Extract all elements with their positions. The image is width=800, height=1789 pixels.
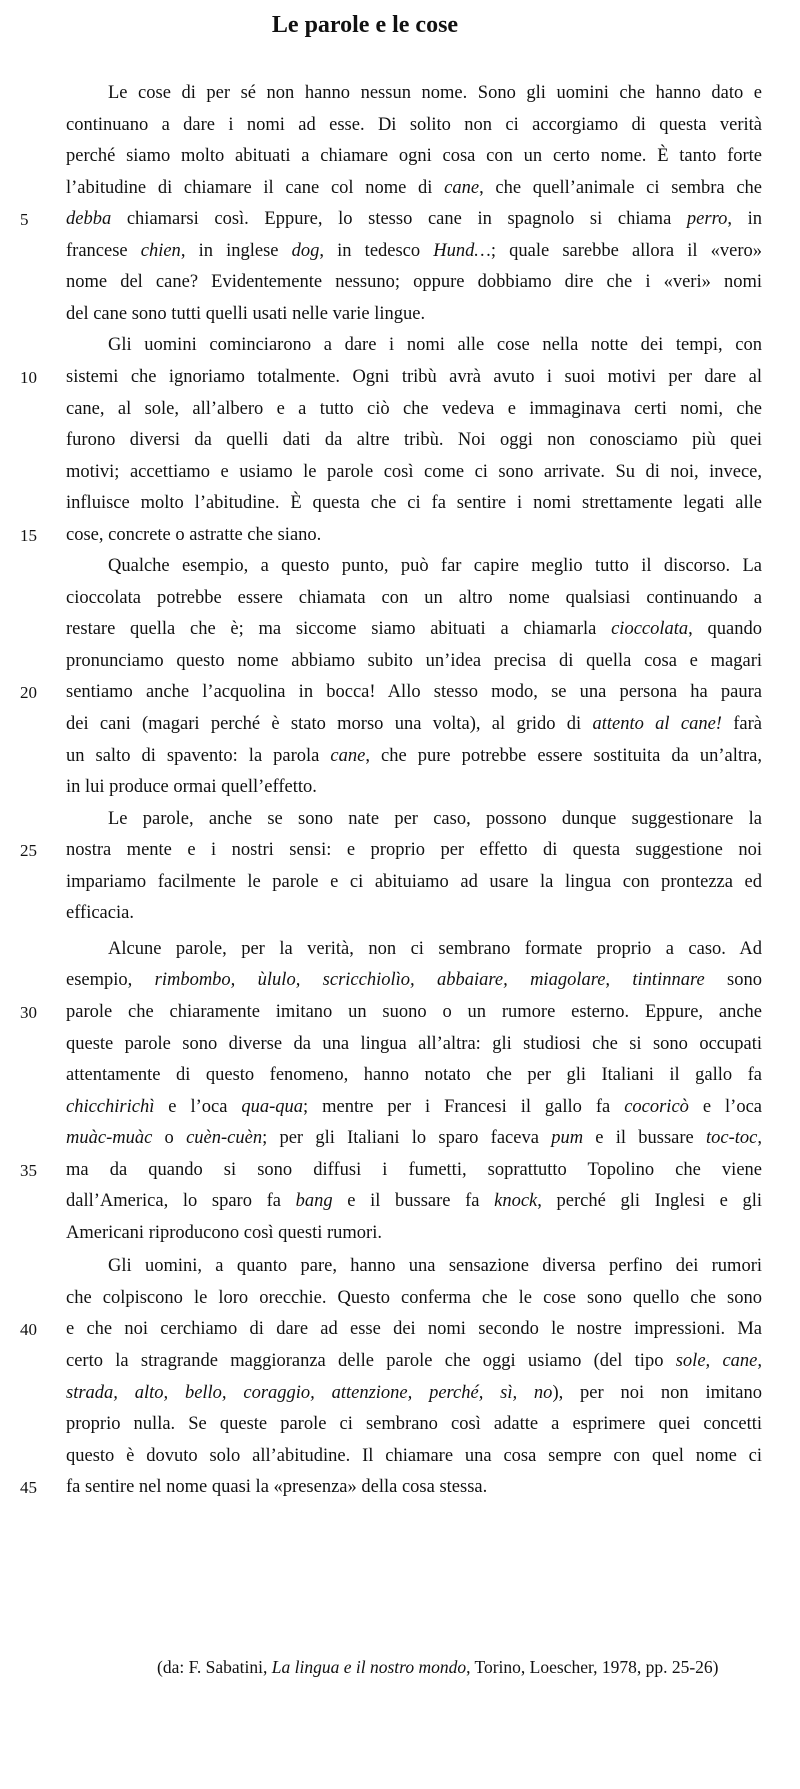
line-number: 10 (20, 367, 37, 387)
text-segment: (da: F. Sabatini, (157, 1657, 272, 1677)
italic-term: chien (140, 240, 181, 261)
text-line (66, 965, 762, 995)
text-line (108, 78, 762, 108)
italic-term: Hund… (433, 240, 491, 261)
text-line (66, 488, 762, 518)
text-segment: perché siamo molto abituati a chiamare ogni cosa con un certo nome. È tanto forte (66, 146, 762, 167)
text-segment: , (757, 1128, 763, 1149)
line-number: 20 (20, 683, 37, 703)
italic-term: cioccolata (611, 619, 689, 640)
text-segment: ma da quando si sono diffusi i fumetti, soprattutto Topolino che viene (66, 1159, 762, 1180)
line-number: 15 (20, 525, 37, 545)
text-line (66, 1346, 762, 1376)
text-segment: ), per noi non imitano (552, 1382, 762, 1403)
italic-term: perro (686, 209, 728, 230)
text-segment: queste parole sono diverse da una lingua all’altra: gli studiosi che si sono occupati (66, 1033, 762, 1054)
text-line (66, 362, 762, 392)
text-line (66, 204, 762, 234)
italic-term: rimbombo, ùlulo, scricchiolìo, abbaiare, miagolare, tintinnare (154, 970, 705, 991)
text-line (66, 1283, 762, 1313)
text-line (66, 772, 762, 802)
source-citation (157, 1652, 719, 1682)
text-line (66, 867, 762, 897)
text-segment: influisce molto l’abitudine. È questa che ci fa sentire i nomi strettamente legati alle (66, 493, 762, 514)
text-line (66, 1123, 762, 1153)
text-segment: furono diversi da quelli dati da altre tribù. Noi oggi non conosciamo più quei (66, 430, 762, 451)
text-segment: o (152, 1128, 187, 1149)
text-line (66, 1314, 762, 1344)
text-segment: farà (721, 714, 762, 734)
text-segment: , in (727, 209, 763, 230)
text-line (66, 741, 762, 771)
italic-term: strada, alto, bello, coraggio, attenzione, perché, sì, no (66, 1382, 553, 1403)
line-number: 45 (20, 1478, 37, 1498)
text-line (66, 394, 762, 424)
text-segment: sono (704, 970, 762, 991)
text-segment: Le cose di per sé non hanno nessun nome. Sono gli uomini che hanno dato e (108, 83, 762, 103)
text-line (66, 1218, 762, 1248)
text-segment: e l’oca (688, 1096, 762, 1117)
text-line (108, 551, 762, 581)
text-segment: fa sentire nel nome quasi la «presenza» della cosa stessa. (66, 1477, 488, 1498)
text-line (66, 997, 762, 1027)
text-line (66, 1441, 762, 1471)
text-segment: ; per gli Italiani lo sparo faceva (262, 1128, 552, 1149)
text-segment: proprio nulla. Se queste parole ci sembrano così adatte a esprimere quei concetti (66, 1414, 762, 1435)
text-segment: sistemi che ignoriamo totalmente. Ogni tribù avrà avuto i suoi motivi per dare al (66, 366, 762, 387)
italic-term: pum (551, 1128, 584, 1149)
line-number: 35 (20, 1160, 37, 1180)
text-line (66, 457, 762, 487)
text-line (66, 1472, 762, 1502)
italic-term: sole, cane, (675, 1351, 762, 1371)
text-segment: Americani riproducono così questi rumori. (66, 1222, 382, 1243)
text-segment: , che pure potrebbe essere sostituita da un’altra, (365, 745, 762, 766)
italic-term: muàc-muàc (66, 1128, 153, 1149)
text-segment: ; quale sarebbe allora il «vero» (490, 240, 762, 261)
text-segment: , perché gli Inglesi e gli (537, 1191, 762, 1212)
italic-term: cuèn-cuèn (186, 1128, 263, 1149)
text-segment: e che noi cerchiamo di dare ad esse dei nomi secondo le nostre impressioni. Ma (66, 1319, 762, 1340)
text-segment: continuano a dare i nomi ad esse. Di solito non ci accorgiamo di questa verità (66, 114, 762, 135)
line-number: 30 (20, 1002, 37, 1022)
text-line (66, 898, 762, 928)
text-segment: questo è dovuto solo all’abitudine. Il chiamare una cosa sempre con quel nome ci (66, 1445, 762, 1466)
text-line (66, 646, 762, 676)
italic-term: knock (494, 1191, 538, 1212)
text-segment: l’abitudine di chiamare il cane col nome di (66, 177, 445, 198)
text-line (66, 1092, 762, 1122)
text-segment: dall’America, lo sparo fa (66, 1191, 296, 1212)
text-segment: e il bussare fa (332, 1191, 495, 1212)
text-segment: , che quell’animale ci sembra che (479, 177, 762, 198)
text-line (66, 583, 762, 613)
text-segment: , Torino, Loescher, 1978, pp. 25-26) (466, 1657, 719, 1677)
italic-term: qua-qua (241, 1096, 304, 1117)
text-segment: Qualche esempio, a questo punto, può far capire meglio tutto il discorso. La (108, 556, 762, 577)
text-line (108, 330, 762, 360)
text-segment: parole che chiaramente imitano un suono o un rumore esterno. Eppure, anche (66, 1001, 762, 1022)
text-segment: restare quella che è; ma siccome siamo abituati a chiamarla (66, 619, 612, 640)
text-segment: Alcune parole, per la verità, non ci sembrano formate proprio a caso. Ad (108, 938, 762, 959)
text-line (108, 804, 762, 834)
text-segment: efficacia. (66, 903, 134, 924)
italic-term: La lingua e il nostro mondo (271, 1657, 467, 1677)
text-segment: attentamente di questo fenomeno, hanno notato che per gli Italiani il gallo fa (66, 1065, 762, 1086)
text-segment: Gli uomini, a quanto pare, hanno una sensazione diversa perfino dei rumori (108, 1256, 762, 1277)
line-number: 5 (20, 210, 29, 230)
text-line (66, 236, 762, 266)
text-segment: sentiamo anche l’acquolina in bocca! Allo stesso modo, se una persona ha paura (66, 682, 762, 703)
text-line (108, 1251, 762, 1281)
text-segment: , in tedesco (319, 240, 434, 261)
text-segment: chiamarsi così. Eppure, lo stesso cane in spagnolo si chiama (111, 209, 687, 230)
text-segment: certo la stragrande maggioranza delle parole che oggi usiamo (del tipo (66, 1351, 676, 1371)
text-segment: , in inglese (180, 240, 292, 261)
text-segment: ; mentre per i Francesi il gallo fa (303, 1096, 625, 1117)
text-segment: dei cani (magari perché è stato morso una volta), al grido di (66, 714, 593, 734)
text-line (66, 1155, 762, 1185)
text-segment: cioccolata potrebbe essere chiamata con un altro nome qualsiasi continuando a (66, 587, 762, 608)
text-segment: nostra mente e i nostri sensi: e proprio per effetto di questa suggestione noi (66, 840, 762, 861)
text-line (66, 709, 762, 739)
text-line (66, 614, 762, 644)
italic-term: chicchirichì (66, 1096, 155, 1117)
text-line (66, 1409, 762, 1439)
italic-term: toc-toc (706, 1128, 758, 1149)
text-segment: motivi; accettiamo e usiamo le parole così come ci sono arrivate. Su di noi, invece, (66, 461, 762, 482)
text-segment: un salto di spavento: la parola (66, 745, 331, 766)
page-title: Le parole e le cose (271, 12, 459, 38)
text-line (66, 520, 762, 550)
text-segment: impariamo facilmente le parole e ci abituiamo ad usare la lingua con prontezza ed (66, 871, 762, 892)
text-segment: e l’oca (154, 1096, 242, 1117)
text-line (66, 110, 762, 140)
text-segment: cane, al sole, all’albero e a tutto ciò che vedeva e immaginava certi nomi, che (66, 398, 762, 419)
text-segment: esempio, (66, 970, 155, 991)
text-segment: e il bussare (583, 1128, 707, 1149)
text-segment: del cane sono tutti quelli usati nelle varie lingue. (66, 303, 426, 324)
text-segment: nome del cane? Evidentemente nessuno; oppure dobbiamo dire che i «veri» nomi (66, 272, 762, 293)
text-segment: Gli uomini cominciarono a dare i nomi alle cose nella notte dei tempi, con (108, 335, 762, 356)
text-line (66, 173, 762, 203)
italic-term: cane (444, 177, 480, 198)
text-line (66, 141, 762, 171)
text-segment: pronunciamo questo nome abbiamo subito un’idea precisa di quella cosa e magari (66, 650, 762, 671)
line-number: 25 (20, 841, 37, 861)
text-line (66, 835, 762, 865)
text-segment: Le parole, anche se sono nate per caso, possono dunque suggestionare la (108, 808, 762, 829)
text-line (108, 934, 762, 964)
text-segment: , quando (688, 619, 762, 640)
text-line (66, 1186, 762, 1216)
italic-term: debba (66, 209, 112, 230)
text-line (66, 299, 762, 329)
text-line (66, 677, 762, 707)
text-segment: che colpiscono le loro orecchie. Questo conferma che le cose sono quello che sono (66, 1287, 762, 1308)
text-segment: in lui produce ormai quell’effetto. (66, 777, 317, 798)
text-line (66, 1029, 762, 1059)
text-line (66, 267, 762, 297)
text-segment: francese (66, 240, 141, 261)
italic-term: cane (330, 745, 366, 766)
text-line (66, 425, 762, 455)
italic-term: attento al cane! (592, 714, 722, 734)
italic-term: bang (295, 1191, 333, 1212)
line-number: 40 (20, 1320, 37, 1340)
italic-term: cocoricò (624, 1096, 689, 1117)
italic-term: dog (291, 240, 320, 261)
text-line (66, 1060, 762, 1090)
text-line (66, 1378, 762, 1408)
text-segment: cose, concrete o astratte che siano. (66, 524, 322, 545)
